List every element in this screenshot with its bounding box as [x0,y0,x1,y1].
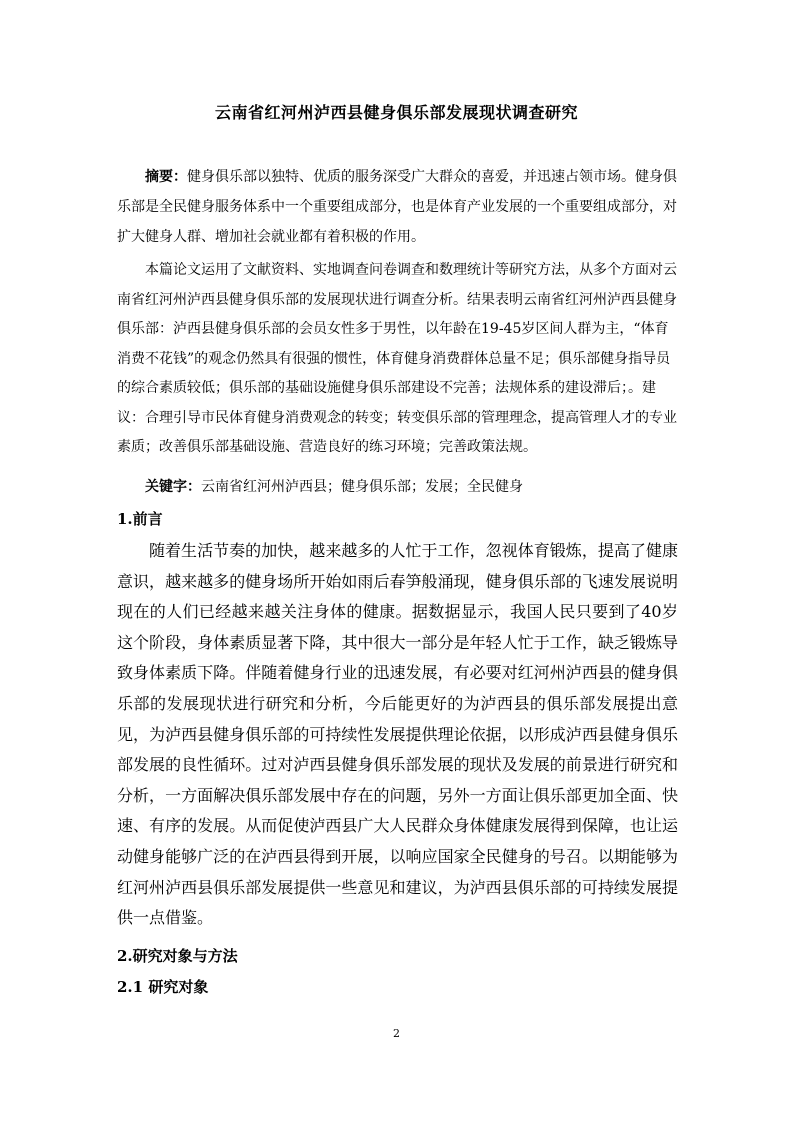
keywords-paragraph [117,476,677,498]
page-number: 2 [393,1027,400,1040]
abstract-paragraph [117,162,677,252]
keywords-label: 关键字： [145,479,201,495]
keywords-text: 云南省红河州泸西县；健身俱乐部；发展；全民健身 [201,479,523,495]
section-1-body: 随着生活节奏的加快，越来越多的人忙于工作，忽视体育锻炼，提高了健康意识，越来越多的健身场所开始如雨后春笋般涌现，健身俱乐部的飞速发展说明现在的人们已经越来越关注身体的健康。据数据显示，我国人民只要到了40岁这个阶段，身体素质显著下降，其中很大一部分是年轻人忙于工作，缺乏锻炼导致身体素质下降。伴随着健身行业的迅速发展，有必要对红河州泸西县的健身俱乐部的发展现状进行研究和分析，今后能更好的为泸西县的俱乐部发展提出意见，为泸西县健身俱乐部的可持续性发展提供理论依据，以形成泸西县健身俱乐部发展的良性循环。过对泸西县健身俱乐部发展的现状及发展的前景进行研究和分析，一方面解决俱乐部发展中存在的问题，另外一方面让俱乐部更加全面、快速、有序的发展。从而促使泸西县广大人民群众身体健康发展得到保障，也让运动健身能够广泛的在泸西县得到开展，以响应国家全民健身的号召。以期能够为红河州泸西县俱乐部发展提供一些意见和建议，为泸西县俱乐部的可持续发展提供一点借鉴。 [117,541,678,928]
abstract-label: 摘要： [145,169,187,185]
abstract-text: 健身俱乐部以独特、优质的服务深受广大群众的喜爱，并迅速占领市场。健身俱乐部是全民健身服务体系中一个重要组成部分，也是体育产业发展的一个重要组成部分，对扩大健身人群、增加社会就业都有着积极的作用。 [117,169,677,245]
method-paragraph: 本篇论文运用了文献资料、实地调查问卷调查和数理统计等研究方法，从多个方面对云南省红河州泸西县健身俱乐部的发展现状进行调查分析。结果表明云南省红河州泸西县健身俱乐部：泸西县健身俱乐部的会员女性多于男性，以年龄在19-45岁区间人群为主，“体育消费不花钱”的观念仍然具有很强的惯性，体育健身消费群体总量不足；俱乐部健身指导员的综合素质较低；俱乐部的基础设施健身俱乐部建设不完善；法规体系的建设滞后；。建议：合理引导市民体育健身消费观念的转变；转变俱乐部的管理理念，提高管理人才的专业素质；改善俱乐部基础设施、营造良好的练习环境；完善政策法规。 [117,262,677,455]
section-2-heading: 2.研究对象与方法 [117,947,238,965]
paper-title: 云南省红河州泸西县健身俱乐部发展现状调查研究 [214,103,578,122]
section-2-1-heading: 2.1 研究对象 [117,978,209,996]
section-1-heading: 1.前言 [117,510,163,528]
